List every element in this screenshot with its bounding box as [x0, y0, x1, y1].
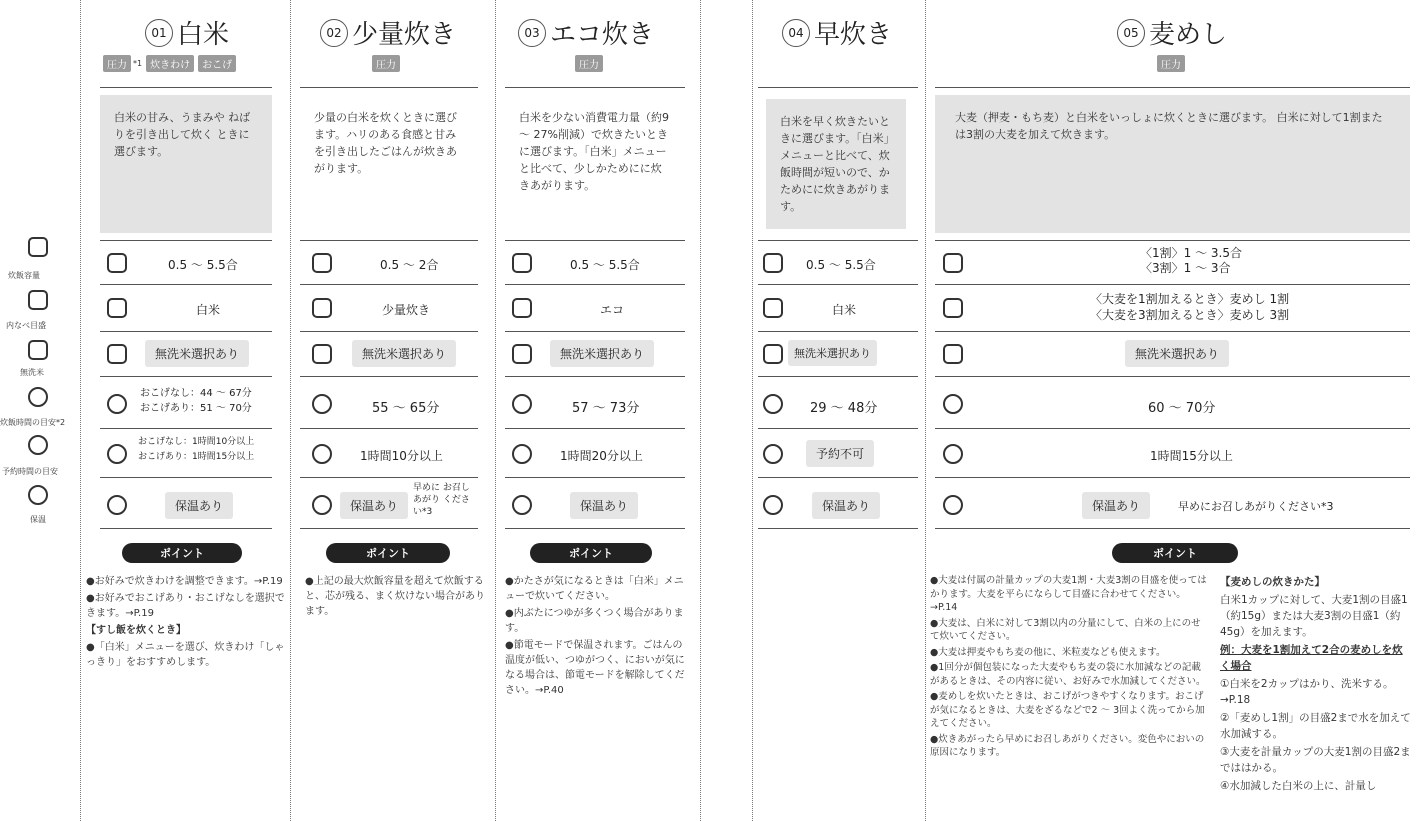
- reserve-value: 1時間20分以上: [560, 449, 643, 463]
- musenmai-value: 無洗米選択あり: [550, 340, 654, 367]
- tag-pressure: 圧力: [372, 55, 400, 72]
- separator: [100, 87, 272, 88]
- timer-icon: [512, 444, 532, 464]
- clock-icon: [312, 394, 332, 414]
- note-item: ●「白米」メニューを選び、炊きわけ「しゃっきり」をおすすめします。: [86, 642, 285, 668]
- tag-pressure: 圧力: [103, 55, 131, 72]
- separator: [300, 87, 478, 88]
- rice-grain-icon: [763, 344, 783, 364]
- menu-title: [320, 14, 456, 51]
- note-item: ●大麦は付属の計量カップの大麦1割・大麦3割の目盛を使ってはかります。大麦を平らにならして目盛に合わせてください。→P.14: [930, 575, 1207, 613]
- timer-icon: [312, 444, 332, 464]
- reserve-line: おこげなし：1時間10分以上: [138, 437, 255, 447]
- rice-bowl-icon: [107, 253, 127, 273]
- pot-scale-icon: [28, 290, 48, 310]
- rice-grain-icon: [107, 344, 127, 364]
- separator: [935, 240, 1410, 241]
- cooktime-value: 29 ～ 48分: [810, 401, 878, 416]
- menu-number: 02: [320, 19, 348, 47]
- rice-grain-icon: [512, 344, 532, 364]
- separator: [100, 528, 272, 529]
- warm-value: 保温あり: [165, 492, 233, 519]
- pot-scale-icon: [512, 298, 532, 318]
- point-badge: ポイント: [1112, 543, 1238, 563]
- note-item: ●お好みで炊きわけを調整できます。→P.19: [86, 576, 283, 587]
- rice-bowl-icon: [943, 253, 963, 273]
- note-item: ●大麦は、白米に対して3割以内の分量にして、白米の上にのせて炊いてください。: [930, 617, 1201, 642]
- menu-description: 大麦（押麦・もち麦）と白米をいっしょに炊くときに選びます。 白米に対して1割または3割の大麦を加えて炊きます。: [935, 95, 1410, 233]
- cooktime-value: [140, 386, 252, 416]
- footnote-mark: *1: [133, 59, 143, 68]
- clock-icon: [943, 394, 963, 414]
- tag-pressure: 圧力: [575, 55, 603, 72]
- tag-takiwake: 炊きわけ: [146, 55, 194, 72]
- scale-value: エコ: [600, 303, 625, 317]
- menu-description: 白米を早く炊きたいときに選びます。「白米」メニューと比べて、炊飯時間が短いので、かためにに炊きあがります。: [766, 99, 906, 229]
- sidebar-item-cooktime: 炊飯時間の目安*2: [0, 418, 66, 427]
- note-item: ●麦めしを炊いたときは、おこげがつきやすくなります。おこげが気になるときは、大麦をざるなどで2 ～ 3回よく洗ってから加えてください。: [930, 691, 1205, 729]
- menu-title: [518, 14, 654, 51]
- tag-row: [103, 55, 236, 72]
- scale-value: [1090, 291, 1289, 323]
- capacity-value: 0.5 ～ 5.5合: [168, 258, 238, 272]
- note-step: ①白米を2カップはかり、洗米する。 →P.18: [1220, 678, 1394, 706]
- point-badge: ポイント: [530, 543, 652, 563]
- note-item: ●上記の最大炊飯容量を超えて炊飯すると、芯が残る、まく炊けない場合があります。: [305, 576, 485, 617]
- tag-row: [1157, 55, 1185, 72]
- separator: [505, 331, 685, 332]
- warm-value: 保温あり: [340, 492, 408, 519]
- separator: [300, 240, 478, 241]
- menu-title-text: 少量炊き: [352, 20, 457, 50]
- reserve-value: 予約不可: [806, 440, 874, 467]
- musenmai-value: 無洗米選択あり: [352, 340, 456, 367]
- warm-note: 早めに お召しあがり ください*3: [413, 483, 470, 517]
- note-item: ●お好みでおこげあり・おこげなしを選択できます。→P.19: [86, 593, 285, 619]
- cooktime-line: おこげなし：44 ～ 67分: [140, 388, 252, 399]
- note-item: ●節電モードで保温されます。ごはんの温度が低い、つゆがつく、においが気になる場合は、節電モードを解除してください。→P.40: [505, 640, 685, 696]
- reserve-value: 1時間10分以上: [360, 449, 443, 463]
- clock-icon: [28, 387, 48, 407]
- note-item: ●1回分が個包装になった大麦やもち麦の袋に水加減などの記載があるときは、その内容に従い、お好みで水加減してください。: [930, 662, 1206, 687]
- cooktime-value: 55 ～ 65分: [372, 401, 440, 416]
- separator: [300, 428, 478, 429]
- note-step: ③大麦を計量カップの大麦1割の目盛2までははかる。: [1220, 746, 1411, 774]
- capacity-value: 0.5 ～ 2合: [380, 258, 439, 272]
- divider: [290, 0, 291, 821]
- warm-value: 保温あり: [1082, 492, 1150, 519]
- cooktime-line: おこげあり：51 ～ 70分: [140, 403, 252, 414]
- rice-bowl-icon: [312, 253, 332, 273]
- warm-value: 保温あり: [570, 492, 638, 519]
- musenmai-value: 無洗米選択あり: [1125, 340, 1229, 367]
- pot-scale-icon: [943, 298, 963, 318]
- separator: [300, 284, 478, 285]
- rice-bowl-icon: [512, 253, 532, 273]
- menu-title-text: 麦めし: [1149, 20, 1228, 50]
- note-item: ●大麦は押麦やもち麦の他に、米粒麦なども使えます。: [930, 646, 1166, 658]
- separator: [505, 240, 685, 241]
- note-item: ●炊きあがったら早めにお召しあがりください。変色やにおいの原因になります。: [930, 733, 1205, 758]
- separator: [935, 376, 1410, 377]
- separator: [935, 477, 1410, 478]
- clock-icon: [763, 394, 783, 414]
- separator: [100, 284, 272, 285]
- menu-title: [1117, 14, 1227, 51]
- separator: [758, 87, 918, 88]
- keep-warm-icon: [512, 495, 532, 515]
- tag-pressure: 圧力: [1157, 55, 1185, 72]
- clock-icon: [512, 394, 532, 414]
- musenmai-value: 無洗米選択あり: [145, 340, 249, 367]
- pot-scale-icon: [107, 298, 127, 318]
- notes-left: [930, 574, 1208, 762]
- note-item: ●内ぶたにつゆが多くつく場合があります。: [505, 608, 684, 634]
- scale-value: 少量炊き: [382, 303, 431, 317]
- timer-icon: [28, 435, 48, 455]
- keep-warm-icon: [763, 495, 783, 515]
- menu-description: 白米の甘み、うまみや ねばりを引き出して炊く ときに選びます。: [100, 95, 272, 233]
- timer-icon: [763, 444, 783, 464]
- point-badge: ポイント: [326, 543, 450, 563]
- keep-warm-icon: [28, 485, 48, 505]
- notes: [505, 574, 690, 700]
- cooktime-value: 57 ～ 73分: [572, 401, 640, 416]
- menu-description: 白米を少ない消費電力量（約9 ～ 27%削減）で炊きたいときに選びます。「白米」メニューと比べて、少しかためにに炊きあがります。: [505, 95, 685, 233]
- menu-title-text: エコ炊き: [550, 20, 655, 50]
- rice-bowl-icon: [28, 237, 48, 257]
- note-step: ②「麦めし1割」の目盛2まで水を加えて水加減する。: [1220, 712, 1411, 740]
- point-badge: ポイント: [122, 543, 242, 563]
- divider: [925, 0, 926, 821]
- separator: [505, 477, 685, 478]
- pot-scale-icon: [763, 298, 783, 318]
- menu-number: 04: [782, 19, 810, 47]
- separator: [100, 240, 272, 241]
- menu-title: [782, 14, 892, 51]
- menu-description: 少量の白米を炊くときに選びます。ハリのある食感と甘みを引き出したごはんが炊きあがります。: [300, 95, 478, 233]
- tag-row: [575, 55, 603, 72]
- separator: [505, 528, 685, 529]
- capacity-line: 〈3割〉1 ～ 3合: [1140, 261, 1231, 275]
- notes: [86, 574, 286, 672]
- separator: [935, 87, 1410, 88]
- sidebar-item-musenmai: 無洗米: [20, 368, 44, 377]
- capacity-value: [1140, 246, 1242, 276]
- separator: [758, 376, 918, 377]
- separator: [100, 331, 272, 332]
- rice-grain-icon: [943, 344, 963, 364]
- separator: [935, 331, 1410, 332]
- timer-icon: [107, 444, 127, 464]
- keep-warm-icon: [107, 495, 127, 515]
- separator: [758, 240, 918, 241]
- divider: [700, 0, 701, 821]
- separator: [758, 428, 918, 429]
- notes-right: [1220, 574, 1412, 796]
- reserve-value: [138, 435, 254, 465]
- separator: [935, 528, 1410, 529]
- separator: [758, 331, 918, 332]
- note-example: 例：大麦を1割加えて2合の麦めしを炊く場合: [1220, 644, 1403, 672]
- rice-grain-icon: [312, 344, 332, 364]
- note-heading: 【すし飯を炊くとき】: [86, 625, 186, 636]
- note-item: 白米1カップに対して、大麦1割の目盛1（約15g）または大麦3割の目盛1（約45g）を加えます。: [1220, 594, 1408, 638]
- scale-value: 白米: [832, 303, 857, 317]
- menu-number: 01: [145, 19, 173, 47]
- separator: [505, 87, 685, 88]
- separator: [300, 477, 478, 478]
- note-item: ●かたさが気になるときは「白米」メニューで炊いてください。: [505, 576, 684, 602]
- divider: [495, 0, 496, 821]
- keep-warm-icon: [312, 495, 332, 515]
- musenmai-value: 無洗米選択あり: [788, 340, 877, 366]
- separator: [758, 528, 918, 529]
- note-step: ④水加減した白米の上に、計量し: [1220, 780, 1377, 792]
- menu-number: 03: [518, 19, 546, 47]
- scale-line: 〈大麦を3割加えるとき〉麦めし 3割: [1090, 308, 1290, 322]
- menu-number: 05: [1117, 19, 1145, 47]
- separator: [758, 284, 918, 285]
- tag-row: [372, 55, 400, 72]
- rice-bowl-icon: [763, 253, 783, 273]
- divider: [752, 0, 753, 821]
- separator: [100, 376, 272, 377]
- warm-value: 保温あり: [812, 492, 880, 519]
- rice-grain-icon: [28, 340, 48, 360]
- menu-title-text: 早炊き: [814, 20, 893, 50]
- separator: [100, 477, 272, 478]
- notes: [305, 574, 485, 621]
- reserve-value: 1時間15分以上: [1150, 449, 1233, 463]
- pot-scale-icon: [312, 298, 332, 318]
- note-heading: 【麦めしの炊きかた】: [1220, 576, 1325, 588]
- divider: [80, 0, 81, 821]
- menu-title: [145, 14, 229, 51]
- menu-title-text: 白米: [177, 20, 230, 50]
- sidebar-item-capacity: 炊飯容量: [8, 271, 40, 280]
- keep-warm-icon: [943, 495, 963, 515]
- separator: [505, 376, 685, 377]
- clock-icon: [107, 394, 127, 414]
- cooktime-value: 60 ～ 70分: [1148, 401, 1216, 416]
- separator: [505, 284, 685, 285]
- scale-value: 白米: [196, 303, 221, 317]
- sidebar-item-scale: 内なべ目盛: [6, 321, 46, 330]
- timer-icon: [943, 444, 963, 464]
- warm-note: 早めにお召しあがりください*3: [1178, 500, 1334, 513]
- separator: [300, 331, 478, 332]
- separator: [300, 528, 478, 529]
- scale-line: 〈大麦を1割加えるとき〉麦めし 1割: [1090, 292, 1290, 306]
- capacity-line: 〈1割〉1 ～ 3.5合: [1140, 246, 1242, 260]
- separator: [100, 428, 272, 429]
- sidebar-item-warm: 保温: [30, 515, 46, 524]
- separator: [300, 376, 478, 377]
- sidebar-item-reserve: 予約時間の目安: [2, 467, 58, 476]
- separator: [505, 428, 685, 429]
- separator: [935, 284, 1410, 285]
- separator: [935, 428, 1410, 429]
- capacity-value: 0.5 ～ 5.5合: [570, 258, 640, 272]
- tag-okoge: おこげ: [198, 55, 236, 72]
- separator: [758, 477, 918, 478]
- reserve-line: おこげあり：1時間15分以上: [138, 452, 255, 462]
- capacity-value: 0.5 ～ 5.5合: [806, 258, 876, 272]
